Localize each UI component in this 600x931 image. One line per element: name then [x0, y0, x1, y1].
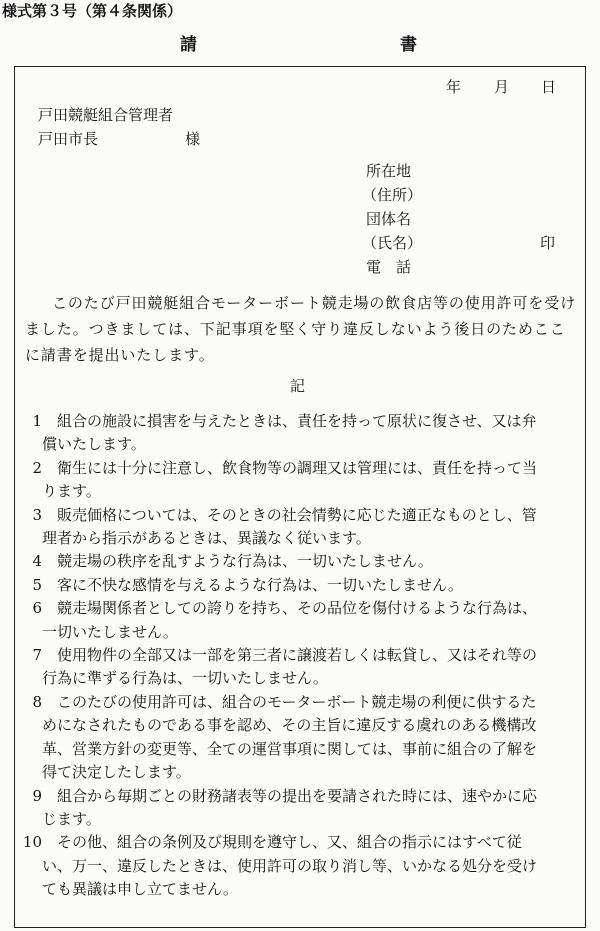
item-line: 販売価格については、そのときの社会情勢に応じた適正なものとし、管 — [57, 505, 537, 524]
list-item — [22, 574, 582, 597]
intro-line-1: このたび戸田競艇組合モーターボート競走場の飲食店等の使用許可を受け — [52, 294, 577, 312]
list-item — [22, 550, 582, 573]
list-item — [22, 691, 582, 785]
item-line: 衛生には十分に注意し、飲食物等の調理又は管理には、責任を持って当 — [57, 458, 538, 477]
item-line: 理者から指示があるときは、異議なく従います。 — [42, 529, 371, 548]
item-number: 5 — [32, 575, 42, 594]
list-item — [22, 644, 582, 691]
list-item — [22, 831, 582, 901]
intro-paragraph — [25, 290, 578, 368]
item-line: その他、組合の条例及び規則を遵守し、又、組合の指示にはすべて従 — [57, 833, 522, 852]
item-line: 組合の施設に損害を与えたときは、責任を持って原状に復させ、又は弁 — [57, 412, 537, 430]
terms-list — [22, 410, 582, 902]
item-line: 行為に準ずる行為は、一切いたしません。 — [42, 669, 328, 688]
item-number: 4 — [32, 552, 42, 571]
date-year-label: 年 — [446, 78, 462, 96]
list-item — [22, 410, 582, 457]
intro-line-2: ました。つきましては、下記事項を堅く守り違反しないよう後日のためここ — [25, 320, 566, 338]
title-char-1: 請 — [180, 35, 197, 55]
item-number: 6 — [32, 599, 42, 618]
item-number: 3 — [32, 505, 42, 524]
intro-line-3: に請書を提出いたします。 — [25, 346, 215, 364]
list-item — [22, 504, 582, 551]
applicant-name-label: （氏名） — [362, 234, 423, 252]
item-line: 客に不快な感情を与えるような行為は、一切いたしません。 — [57, 575, 463, 594]
applicant-residence-label: （住所） — [362, 186, 423, 204]
item-line: 使用物件の全部又は一部を第三者に譲渡若しくは転貸し、又はそれ等の — [57, 646, 538, 665]
item-line: このたびの使用許可は、組合のモーターボート競走場の利便に供するた — [57, 692, 537, 711]
item-line: ても異議は申し立てません。 — [42, 880, 238, 899]
list-item — [22, 597, 582, 644]
item-number: 2 — [32, 458, 42, 477]
addressee-honorific: 様 — [185, 130, 201, 148]
list-item — [22, 457, 582, 504]
applicant-org-label: 団体名 — [366, 210, 412, 228]
item-line: い、万一、違反したときは、使用許可の取り消し等、いかなる処分を受け — [42, 856, 538, 875]
applicant-address-label: 所在地 — [366, 162, 412, 180]
item-line: 競走場の秩序を乱すような行為は、一切いたしません。 — [57, 552, 433, 571]
item-number: 1 — [32, 412, 42, 430]
item-number: 10 — [22, 833, 42, 852]
item-line: めになされたものである事を認め、その主旨に違反する虞れのある機構改 — [42, 716, 537, 735]
item-line: 得て決定したします。 — [42, 763, 191, 782]
addressee-line-1: 戸田競艇組合管理者 — [38, 106, 174, 124]
item-line: 競走場関係者としての誇りを持ち、その品位を傷付けるような行為は、 — [57, 599, 538, 618]
item-number: 7 — [32, 646, 42, 665]
item-line: 革、営業方針の変更等、全ての運営事項に関しては、事前に組合の了解を — [42, 739, 538, 758]
item-line: 償いたします。 — [42, 435, 146, 454]
form-number: 様式第３号（第４条関係） — [2, 2, 183, 20]
addressee-line-2: 戸田市長 — [38, 130, 99, 148]
item-line: じます。 — [42, 809, 101, 828]
date-month-label: 月 — [494, 78, 510, 96]
applicant-phone-label: 電 話 — [366, 258, 412, 276]
item-number: 8 — [32, 692, 42, 711]
title-char-2: 書 — [400, 35, 417, 55]
item-line: 組合から毎期ごとの財務諸表等の提出を要請された時には、速やかに応 — [57, 786, 538, 805]
seal-mark: 印 — [540, 234, 556, 252]
item-line: ります。 — [42, 482, 101, 501]
list-item — [22, 785, 582, 832]
date-day-label: 日 — [541, 78, 557, 96]
ki-heading: 記 — [290, 377, 306, 395]
item-number: 9 — [32, 786, 42, 805]
item-line: 一切いたしません。 — [42, 622, 178, 641]
